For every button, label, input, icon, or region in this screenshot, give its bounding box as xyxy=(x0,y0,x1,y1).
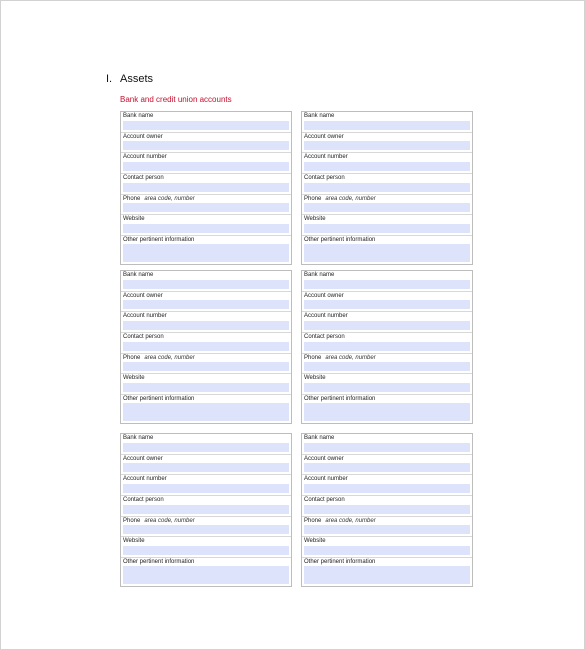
field-label-text: Account owner xyxy=(304,133,344,140)
other-info-input[interactable] xyxy=(304,244,470,262)
field-row-contact-person xyxy=(302,174,472,195)
contact-person-input[interactable] xyxy=(123,505,289,514)
field-row-account-number xyxy=(302,312,472,333)
field-label-text: Contact person xyxy=(304,334,345,341)
field-row-phone xyxy=(302,517,472,538)
field-row-account-owner xyxy=(302,455,472,476)
phone-input[interactable] xyxy=(304,525,470,534)
field-label xyxy=(304,334,345,341)
field-row-other-info xyxy=(302,558,472,586)
field-label-text: Contact person xyxy=(304,175,345,182)
field-row-bank-name xyxy=(121,434,291,455)
field-label-text: Contact person xyxy=(123,497,164,504)
field-row-bank-name xyxy=(121,112,291,133)
bank-name-input[interactable] xyxy=(123,280,289,289)
section-number: I. xyxy=(106,73,113,85)
field-label-text: Bank name xyxy=(304,272,335,278)
field-label xyxy=(123,355,195,362)
field-row-account-number xyxy=(302,475,472,496)
field-row-other-info xyxy=(121,558,291,586)
field-label xyxy=(304,154,348,161)
field-label-text: Other pertinent information xyxy=(123,237,195,244)
phone-format-hint: area code, number xyxy=(325,517,376,524)
other-info-input[interactable] xyxy=(123,403,289,421)
field-label-text: Contact person xyxy=(123,175,164,182)
account-owner-input[interactable] xyxy=(304,300,470,309)
field-label xyxy=(123,154,167,161)
phone-input[interactable] xyxy=(304,362,470,371)
field-row-phone xyxy=(302,354,472,375)
section-title: Assets xyxy=(120,73,154,85)
field-label xyxy=(304,375,326,382)
field-label xyxy=(304,538,326,545)
field-label-text: Bank name xyxy=(123,113,154,119)
field-row-bank-name xyxy=(302,271,472,292)
field-label xyxy=(304,435,334,442)
field-row-phone xyxy=(302,195,472,216)
field-label xyxy=(304,355,376,362)
field-label xyxy=(123,476,167,483)
subsection-heading: Bank and credit union accounts xyxy=(120,95,232,104)
field-label xyxy=(123,134,163,141)
field-label xyxy=(304,293,344,300)
field-label-text: Phone xyxy=(123,195,141,202)
account-number-input[interactable] xyxy=(304,162,470,171)
field-label-text: Contact person xyxy=(304,497,345,504)
phone-input[interactable] xyxy=(123,362,289,371)
field-label xyxy=(304,396,375,403)
field-label-text: Account number xyxy=(304,476,348,483)
field-label-text: Website xyxy=(304,375,326,382)
field-label xyxy=(123,196,195,203)
account-number-input[interactable] xyxy=(304,321,470,330)
field-row-account-number xyxy=(121,312,291,333)
field-label-text: Bank name xyxy=(123,272,154,278)
section-heading xyxy=(106,73,153,85)
field-label xyxy=(123,313,167,320)
field-label xyxy=(304,456,344,463)
contact-person-input[interactable] xyxy=(123,183,289,192)
phone-input[interactable] xyxy=(123,203,289,212)
field-row-contact-person xyxy=(302,333,472,354)
phone-format-hint: area code, number xyxy=(144,354,195,361)
field-row-phone xyxy=(121,195,291,216)
field-label xyxy=(123,559,194,566)
field-label xyxy=(304,196,376,203)
website-input[interactable] xyxy=(304,383,470,392)
bank-name-input[interactable] xyxy=(123,121,289,130)
field-label-text: Bank name xyxy=(304,113,335,119)
field-label-text: Website xyxy=(304,538,326,545)
bank-account-card xyxy=(120,111,292,265)
field-row-account-owner xyxy=(302,133,472,154)
account-owner-input[interactable] xyxy=(304,141,470,150)
account-owner-input[interactable] xyxy=(123,463,289,472)
account-number-input[interactable] xyxy=(304,484,470,493)
field-label xyxy=(123,375,145,382)
account-owner-input[interactable] xyxy=(123,300,289,309)
field-row-website xyxy=(302,215,472,236)
field-label xyxy=(304,497,345,504)
account-owner-input[interactable] xyxy=(304,463,470,472)
field-label-text: Other pertinent information xyxy=(123,559,195,566)
phone-format-hint: area code, number xyxy=(144,517,195,524)
other-info-input[interactable] xyxy=(304,566,470,584)
field-row-website xyxy=(302,537,472,558)
field-row-bank-name xyxy=(302,112,472,133)
field-label xyxy=(304,313,348,320)
field-row-bank-name xyxy=(302,434,472,455)
field-label-text: Other pertinent information xyxy=(304,559,376,566)
field-label-text: Account owner xyxy=(123,455,163,462)
field-label xyxy=(123,538,145,545)
bank-name-input[interactable] xyxy=(304,121,470,130)
field-label xyxy=(123,334,164,341)
website-input[interactable] xyxy=(123,383,289,392)
field-label-text: Phone xyxy=(304,354,322,361)
field-label xyxy=(304,134,344,141)
other-info-input[interactable] xyxy=(123,566,289,584)
field-label xyxy=(304,476,348,483)
field-label-text: Contact person xyxy=(123,334,164,341)
field-label xyxy=(123,293,163,300)
field-row-account-owner xyxy=(121,133,291,154)
field-label xyxy=(123,497,164,504)
phone-input[interactable] xyxy=(304,203,470,212)
field-label-text: Website xyxy=(123,538,145,545)
field-label xyxy=(304,237,375,244)
field-row-account-number xyxy=(302,153,472,174)
field-label-text: Website xyxy=(123,375,145,382)
field-row-account-number xyxy=(121,475,291,496)
field-label xyxy=(123,396,194,403)
field-label-text: Phone xyxy=(123,517,141,524)
account-number-input[interactable] xyxy=(123,321,289,330)
field-label-text: Account owner xyxy=(304,455,344,462)
field-label-text: Phone xyxy=(304,195,322,202)
contact-person-input[interactable] xyxy=(304,342,470,351)
field-label xyxy=(123,435,153,442)
field-label-text: Phone xyxy=(123,354,141,361)
bank-account-card xyxy=(301,433,473,587)
field-label-text: Bank name xyxy=(304,435,335,441)
bank-account-card xyxy=(120,270,292,424)
field-label xyxy=(123,237,194,244)
field-label-text: Website xyxy=(304,216,326,223)
field-row-website xyxy=(302,374,472,395)
field-label xyxy=(304,518,376,525)
field-label-text: Account number xyxy=(123,476,167,483)
field-label-text: Other pertinent information xyxy=(123,396,195,403)
field-label xyxy=(123,175,164,182)
field-row-other-info xyxy=(121,395,291,423)
field-label-text: Account number xyxy=(304,154,348,161)
field-row-contact-person xyxy=(121,333,291,354)
field-label-text: Bank name xyxy=(123,435,154,441)
account-number-input[interactable] xyxy=(123,484,289,493)
contact-person-input[interactable] xyxy=(304,183,470,192)
field-label xyxy=(304,272,334,279)
bank-account-card xyxy=(120,433,292,587)
contact-person-input[interactable] xyxy=(304,505,470,514)
field-label-text: Other pertinent information xyxy=(304,237,376,244)
account-owner-input[interactable] xyxy=(123,141,289,150)
field-label xyxy=(304,216,326,223)
field-label xyxy=(123,518,195,525)
field-row-contact-person xyxy=(121,174,291,195)
field-row-website xyxy=(121,374,291,395)
website-input[interactable] xyxy=(304,546,470,555)
other-info-input[interactable] xyxy=(304,403,470,421)
bank-account-card xyxy=(301,270,473,424)
field-label-text: Phone xyxy=(304,517,322,524)
website-input[interactable] xyxy=(304,224,470,233)
bank-account-card xyxy=(301,111,473,265)
phone-format-hint: area code, number xyxy=(325,195,376,202)
field-row-contact-person xyxy=(121,496,291,517)
field-row-contact-person xyxy=(302,496,472,517)
website-input[interactable] xyxy=(123,224,289,233)
field-label-text: Account owner xyxy=(123,292,163,299)
bank-name-input[interactable] xyxy=(123,443,289,452)
field-label xyxy=(123,272,153,279)
field-label xyxy=(123,113,153,120)
contact-person-input[interactable] xyxy=(123,342,289,351)
field-row-bank-name xyxy=(121,271,291,292)
field-label xyxy=(304,559,375,566)
field-label xyxy=(304,175,345,182)
field-label xyxy=(123,216,145,223)
phone-format-hint: area code, number xyxy=(144,195,195,202)
field-row-other-info xyxy=(302,395,472,423)
field-label-text: Account owner xyxy=(304,292,344,299)
field-row-other-info xyxy=(121,236,291,264)
field-row-account-number xyxy=(121,153,291,174)
field-label xyxy=(123,456,163,463)
field-label-text: Account number xyxy=(123,154,167,161)
bank-name-input[interactable] xyxy=(304,443,470,452)
field-label xyxy=(304,113,334,120)
field-row-website xyxy=(121,215,291,236)
field-row-other-info xyxy=(302,236,472,264)
account-number-input[interactable] xyxy=(123,162,289,171)
field-row-phone xyxy=(121,354,291,375)
field-row-account-owner xyxy=(302,292,472,313)
field-row-website xyxy=(121,537,291,558)
field-row-account-owner xyxy=(121,292,291,313)
other-info-input[interactable] xyxy=(123,244,289,262)
bank-name-input[interactable] xyxy=(304,280,470,289)
field-label-text: Account number xyxy=(123,313,167,320)
field-row-account-owner xyxy=(121,455,291,476)
field-label-text: Other pertinent information xyxy=(304,396,376,403)
field-row-phone xyxy=(121,517,291,538)
phone-input[interactable] xyxy=(123,525,289,534)
phone-format-hint: area code, number xyxy=(325,354,376,361)
field-label-text: Account number xyxy=(304,313,348,320)
field-label-text: Account owner xyxy=(123,133,163,140)
field-label-text: Website xyxy=(123,216,145,223)
website-input[interactable] xyxy=(123,546,289,555)
